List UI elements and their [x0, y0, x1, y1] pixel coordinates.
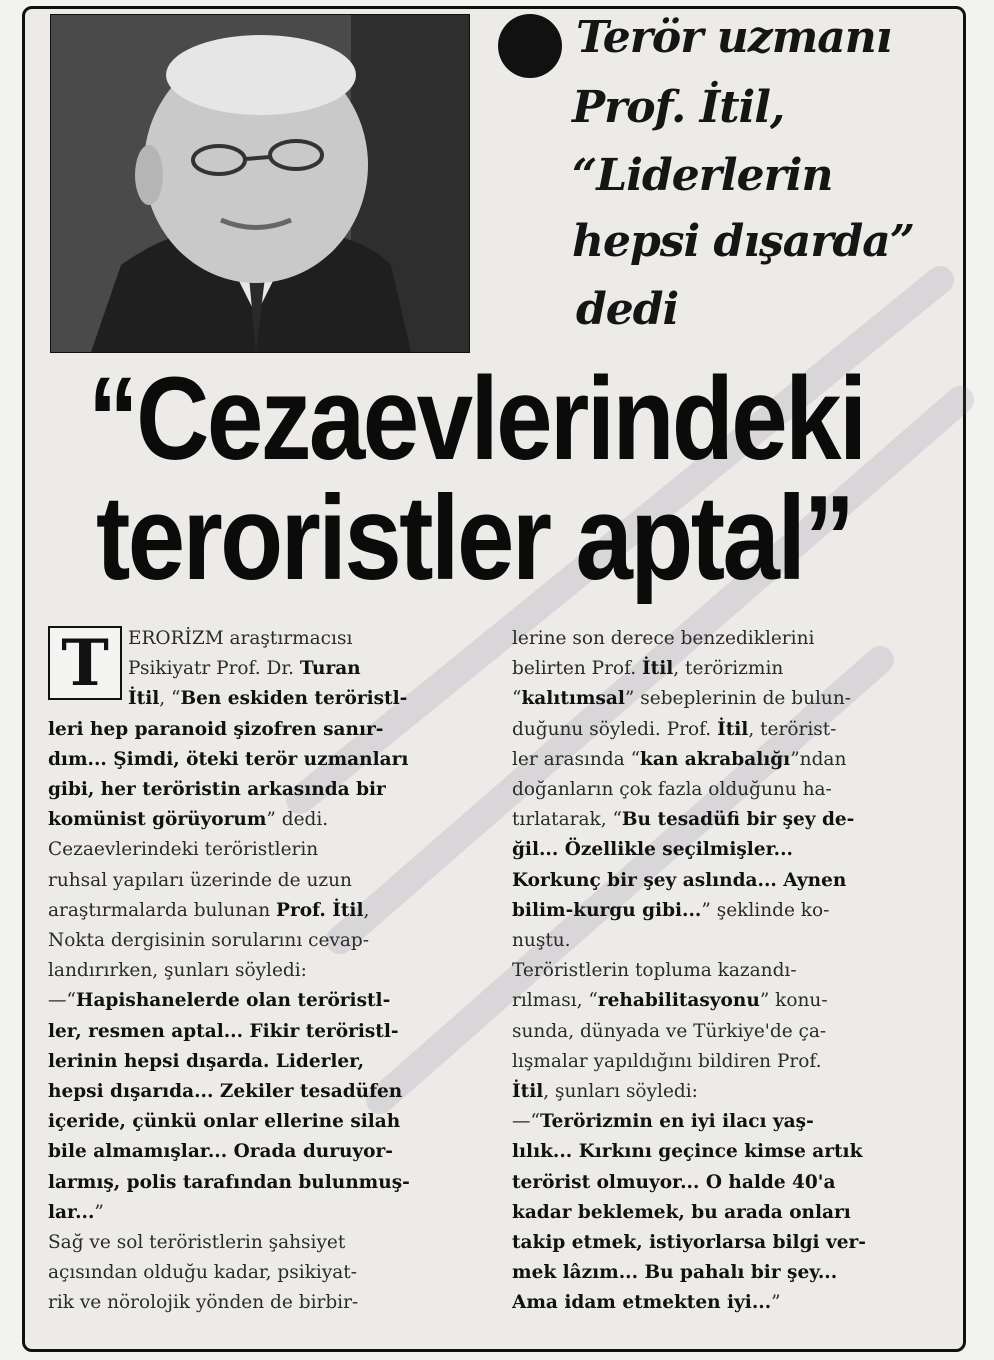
bold-quote-text: kan akrabalığı [640, 748, 791, 770]
body-text: “ [512, 688, 522, 710]
bold-quote-text: içeride, çünkü onlar ellerine silah [48, 1111, 401, 1133]
bold-quote-text: ler, resmen aptal... Fikir teröristl- [48, 1020, 399, 1042]
body-text: sunda, dünyada ve Türkiye'de ça- [512, 1020, 827, 1042]
body-text: ERORİZM araştırmacısı [128, 628, 353, 649]
text-line [512, 1198, 936, 1228]
body-text: —“ [48, 990, 76, 1012]
bold-quote-text: rehabilitasyonu [597, 990, 760, 1012]
bold-quote-text: larmış, polis tarafından bulunmuş- [48, 1171, 410, 1193]
body-text: rılması, “ [512, 990, 598, 1012]
text-line [48, 654, 468, 684]
body-text: lışmalar yapıldığını bildiren Prof. [512, 1050, 822, 1072]
body-text: belirten Prof. [512, 658, 643, 680]
bold-quote-text: İtil [642, 658, 674, 680]
text-line [48, 624, 468, 654]
text-line [512, 654, 936, 684]
article-column-1 [48, 624, 468, 1319]
text-line [512, 986, 936, 1016]
text-line [48, 1258, 468, 1288]
text-line [512, 775, 936, 805]
text-line [512, 805, 936, 835]
bold-quote-text: terörist olmuyor... O halde 40'a [512, 1171, 836, 1193]
text-line [512, 896, 936, 926]
text-line [48, 684, 468, 714]
text-line [512, 1168, 936, 1198]
text-line [512, 835, 936, 865]
body-text: Nokta dergisinin sorularını cevap- [48, 930, 370, 952]
text-line [512, 1017, 936, 1047]
text-line [512, 1288, 936, 1318]
text-line [512, 624, 936, 654]
body-text: Cezaevlerindeki teröristlerin [48, 839, 319, 861]
text-line [48, 866, 468, 896]
text-line [48, 1198, 468, 1228]
text-line [512, 956, 936, 986]
bold-quote-text: Prof. İtil [276, 899, 364, 921]
headline-line-2: teroristler aptal” [96, 471, 853, 605]
kicker-line-1: Terör uzmanı [576, 12, 892, 63]
body-text: Teröristlerin topluma kazandı- [512, 960, 797, 982]
text-line [512, 1137, 936, 1167]
text-line [48, 715, 468, 745]
text-line [48, 835, 468, 865]
body-text: tırlatarak, “ [512, 809, 622, 831]
body-text: ” şeklinde ko- [701, 899, 830, 921]
bold-quote-text: lerinin hepsi dışarda. Liderler, [48, 1050, 365, 1072]
bold-quote-text: mek lâzım... Bu pahalı bir şey... [512, 1262, 838, 1284]
body-text: ruhsal yapıları üzerinde de uzun [48, 869, 352, 891]
text-line [48, 745, 468, 775]
text-line [48, 805, 468, 835]
bold-quote-text: Korkunç bir şey aslında... Aynen [512, 869, 847, 891]
body-text: ” konu- [759, 990, 828, 1012]
body-text: , şunları söyledi: [543, 1081, 698, 1103]
text-line [48, 896, 468, 926]
text-line [512, 1107, 936, 1137]
bold-quote-text: dım... Şimdi, öteki terör uzmanları [48, 748, 409, 770]
body-text: ” sebeplerinin de bulun- [624, 688, 852, 710]
bold-quote-text: Ama idam etmekten iyi... [512, 1292, 772, 1314]
text-line [512, 1047, 936, 1077]
bold-quote-text: leri hep paranoid şizofren sanır- [48, 718, 384, 740]
bold-quote-text: İtil [717, 718, 749, 740]
text-line [48, 1017, 468, 1047]
kicker-line-5: dedi [576, 284, 679, 335]
body-text: nuştu. [512, 930, 571, 952]
body-text: ”ndan [790, 748, 847, 770]
kicker-line-3: “Liderlerin [572, 150, 833, 201]
text-line [48, 1047, 468, 1077]
bold-quote-text: lar... [48, 1201, 95, 1223]
kicker-line-4: hepsi dışarda” [572, 216, 915, 267]
text-line [48, 1077, 468, 1107]
text-line [512, 866, 936, 896]
body-text: , [363, 899, 370, 921]
headline-line-1: “Cezaevlerindeki [88, 353, 865, 485]
body-text: , terörizmin [673, 658, 784, 680]
bold-quote-text: bile almamışlar... Orada duruyor- [48, 1141, 393, 1163]
kicker-line-2: Prof. İtil, [572, 82, 785, 133]
text-line [512, 926, 936, 956]
body-text: ler arasında “ [512, 748, 641, 770]
bold-quote-text: Bu tesadüfi bir şey de- [621, 809, 855, 831]
bold-quote-text: bilim-kurgu gibi... [512, 899, 702, 921]
article-column-2 [512, 624, 936, 1319]
text-line [512, 745, 936, 775]
body-text: lerine son derece benzediklerini [512, 628, 815, 649]
drop-cap: T [48, 626, 122, 700]
text-line [48, 775, 468, 805]
body-text: duğunu söyledi. Prof. [512, 718, 718, 740]
body-text: Sağ ve sol teröristlerin şahsiyet [48, 1232, 346, 1254]
text-line [512, 1077, 936, 1107]
text-line [512, 1228, 936, 1258]
text-line [48, 1288, 468, 1318]
bold-quote-text: Terörizmin en iyi ilacı yaş- [539, 1111, 814, 1133]
body-text: Psikiyatr Prof. Dr. [128, 658, 300, 680]
bold-quote-text: takip etmek, istiyorlarsa bilgi ver- [512, 1232, 866, 1254]
body-text: , terörist- [748, 718, 837, 740]
bold-quote-text: Turan [299, 658, 361, 680]
bold-quote-text: İtil [512, 1081, 544, 1103]
body-text: doğanların çok fazla olduğunu ha- [512, 779, 832, 801]
bold-quote-text: lılık... Kırkını geçince kimse artık [512, 1141, 863, 1163]
text-line [48, 1137, 468, 1167]
text-line [48, 926, 468, 956]
text-line [512, 1258, 936, 1288]
body-text: rik ve nörolojik yönden de birbir- [48, 1292, 359, 1314]
bold-quote-text: İtil [128, 688, 160, 710]
body-text: landırırken, şunları söyledi: [48, 960, 307, 982]
bold-quote-text: gibi, her teröristin arkasında bir [48, 779, 386, 801]
body-text: , “ [159, 688, 181, 710]
bold-quote-text: kalıtımsal [521, 688, 625, 710]
bold-quote-text: komünist görüyorum [48, 809, 267, 831]
bold-quote-text: hepsi dışarıda... Zekiler tesadüfen [48, 1081, 403, 1103]
bold-quote-text: kadar beklemek, bu arada onları [512, 1201, 851, 1223]
text-line [512, 715, 936, 745]
body-text: ” [771, 1292, 781, 1314]
portrait-photo [50, 14, 470, 353]
body-text: ” dedi. [266, 809, 329, 831]
text-line [48, 1228, 468, 1258]
bold-quote-text: ğil... Özellikle seçilmişler... [512, 839, 793, 861]
text-line [48, 986, 468, 1016]
body-text: ” [94, 1201, 104, 1223]
text-line [48, 1168, 468, 1198]
bold-quote-text: Hapishanelerde olan teröristl- [75, 990, 391, 1012]
text-line [512, 684, 936, 714]
text-line [48, 1107, 468, 1137]
body-text: açısından olduğu kadar, psikiyat- [48, 1262, 357, 1284]
bullet-icon [498, 14, 562, 78]
body-text: araştırmalarda bulunan [48, 899, 277, 921]
bold-quote-text: Ben eskiden teröristl- [180, 688, 408, 710]
body-text: —“ [512, 1111, 540, 1133]
text-line [48, 956, 468, 986]
